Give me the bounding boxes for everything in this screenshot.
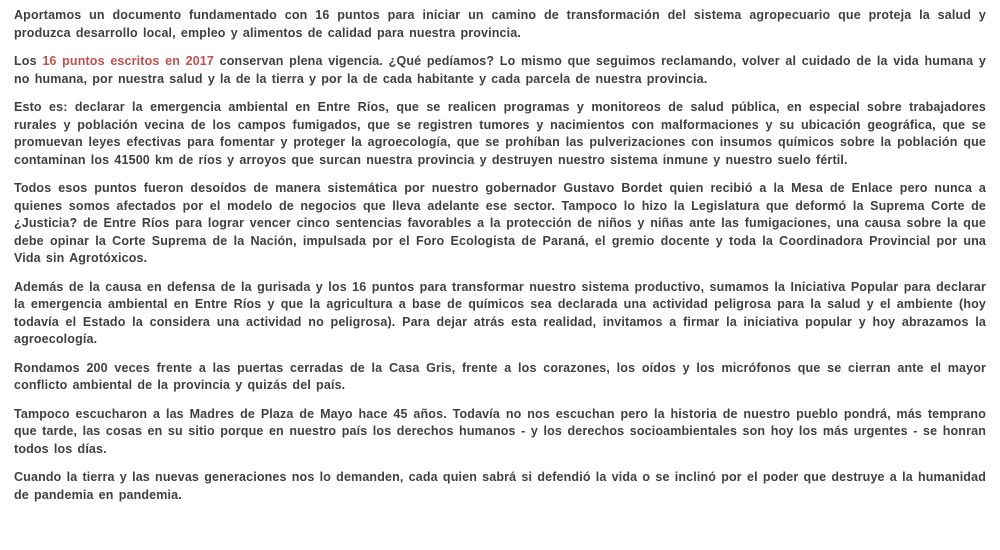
highlighted-text: 16 puntos escritos en 2017 [42, 54, 215, 68]
text-segment: Todos esos puntos fueron desoídos de manera sistemática por nuestro gobernador Gustavo Bordet quien recibió a la Mesa de Enlace pero nunca a quienes somos afectados por el modelo de negocios que lleva adelante ese sector. Tampoco lo hizo la Legislatura que deformó la Suprema Corte de ¿Justicia? de Entre Ríos para lograr vencer cinco sentencias favorables a la protección de niños y niñas ante las fumigaciones, una causa sobre la que debe opinar la Corte Suprema de la Nación, impulsada por el Foro Ecologista de Paraná, el gremio docente y toda la Coordinadora Provincial por una Vida sin Agrotóxicos. [14, 181, 986, 265]
paragraph [14, 53, 986, 88]
text-segment: Tampoco escucharon a las Madres de Plaza de Mayo hace 45 años. Todavía no nos escuchan pero la historia de nuestro pueblo pondrá, más temprano que tarde, las cosas en su sitio porque en nuestro país los derechos humanos - y los derechos socioambientales son hoy los más urgentes - se honran todos los días. [14, 406, 986, 456]
text-segment: Rondamos 200 veces frente a las puertas cerradas de la Casa Gris, frente a los corazones, los oídos y los micrófonos que se cierran ante el mayor conflicto ambiental de la provincia y quizás del país. [14, 360, 986, 392]
paragraph [14, 279, 986, 349]
paragraph [14, 180, 986, 268]
text-segment: conservan plena vigencia. ¿Qué pedíamos? Lo mismo que seguimos reclamando, volver al cuidado de la vida humana y no humana, por nuestra salud y la de la tierra y por la de cada habitante y cada parcela de nuestra provincia. [14, 54, 987, 86]
paragraph [14, 469, 986, 504]
paragraph [14, 99, 986, 169]
text-segment: Además de la causa en defensa de la gurisada y los 16 puntos para transformar nuestro sistema productivo, sumamos la Iniciativa Popular para declarar la emergencia ambiental en Entre Ríos y que la agricultura a base de químicos sea declarada una actividad peligrosa para la salud y el ambiente (hoy todavía el Estado la considera una actividad no peligrosa). Para dejar atrás esta realidad, invitamos a firmar la iniciativa popular y hoy abrazamos la agroecología. [14, 279, 986, 346]
text-segment: Cuando la tierra y las nuevas generaciones nos lo demanden, cada quien sabrá si defendió la vida o se inclinó por el poder que destruye a la humanidad de pandemia en pandemia. [14, 470, 986, 502]
text-segment: Los [14, 54, 43, 68]
text-segment: Aportamos un documento fundamentado con 16 puntos para iniciar un camino de transformación del sistema agropecuario que proteja la salud y produzca desarrollo local, empleo y alimentos de calidad para nuestra provincia. [14, 8, 986, 40]
document-body [14, 7, 986, 504]
paragraph [14, 7, 986, 42]
paragraph [14, 360, 986, 395]
text-segment: Esto es: declarar la emergencia ambiental en Entre Ríos, que se realicen programas y monitoreos de salud pública, en especial sobre trabajadores rurales y población vecina de los campos fumigados, que se registren tumores y nacimientos con malformaciones y su ubicación geográfica, que se promuevan leyes efectivas para fomentar y proteger la agroecología, que se prohíban las pulverizaciones con insumos químicos sobre la población que contaminan los 41500 km de ríos y arroyos que surcan nuestra provincia y destruyen nuestro sistema inmune y nuestro suelo fértil. [14, 100, 986, 167]
paragraph [14, 406, 986, 459]
